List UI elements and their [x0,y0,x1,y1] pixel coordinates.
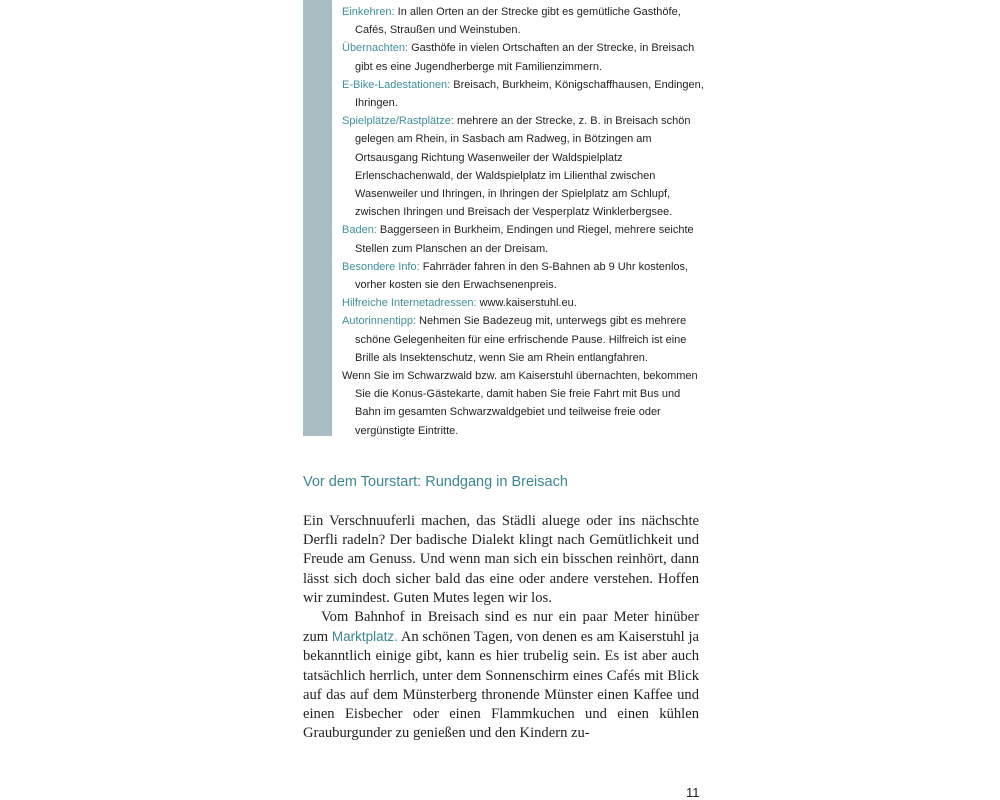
body-paragraph-1: Ein Verschnuuferli machen, das Städli aluege oder ins nächschte Derfli radeln? Der badische Dialekt klingt nach Gemütlichkeit und Freude am Genuss. Und wenn man sich ein bisschen reinhört, dann lässt sich doch sicher bald das eine oder andere verstehen. Hoffen wir zumindest. Guten Mutes legen wir los. [303,513,699,606]
body-paragraph-2-end: An schönen Tagen, von denen es am Kaiserstuhl ja bekanntlich einige gibt, kann es hier trubelig sein. Es ist aber auch tatsächlich herrlich, unter dem Sonnenschirm eines Cafés mit Blick auf das auf dem Münsterberg thronende Münster einen Kaffee und einen Eisbecher oder einen Flammkuchen und einen kühlen Grauburgunder zu genießen und den Kindern zu- [303,629,699,742]
info-entry-autorinnentipp-continued [342,367,704,440]
info-entry-label: Besondere Info: [342,260,420,273]
info-entry-text: Fahrräder fahren in den S-Bahnen ab 9 Uhr kostenlos, vorher kosten sie den Erwachsenenpreis. [355,260,689,292]
info-entry-text: Baggerseen in Burkheim, Endingen und Riegel, mehrere seichte Stellen zum Planschen an der Dreisam. [355,224,694,255]
info-entry-uebernachten [342,39,704,75]
info-entry-text: In allen Orten an der Strecke gibt es gemütliche Gasthöfe, Cafés, Straußen und Weinstuben. [355,6,681,37]
info-entry-label: Übernachten: [342,42,409,55]
info-entry-text: Gasthöfe in vielen Ortschaften an der Strecke, in Breisach gibt es eine Jugendherberge mit Familienzimmern. [355,42,695,73]
info-entry-text: mehrere an der Strecke, z. B. in Breisach schön gelegen am Rhein, in Sasbach am Radweg, in Bötzingen am Ortsausgang Richtung Wasenweiler der Waldspielplatz Erlenschachenwald, der Waldspielplatz im Lilienthal zwischen Wasenweiler und Ihringen, in Ihringen der Spielplatz am Schlupf, zwischen Ihringen und Breisach der Vesperplatz Winklerbergsee. [355,115,691,219]
page-number: 11 [686,785,700,800]
info-entry-internetadressen [342,294,704,312]
info-box-accent-bar [303,0,332,436]
info-box [303,0,703,436]
body-paragraph-2-start: Vom Bahnhof in Breisach sind es nur ein paar Meter hinüber zum [303,609,699,646]
info-box-entries [342,3,704,440]
section-heading: Vor dem Tourstart: Rundgang in Breisach [303,474,568,490]
info-entry-label: Hilfreiche Internetadressen: [342,297,477,310]
body-text [303,512,699,743]
info-entry-label: Einkehren: [342,6,395,18]
info-entry-text: Breisach, Burkheim, Königschaffhausen, Endingen, Ihringen. [355,78,704,110]
info-entry-label: Autorinnentipp: [342,315,416,328]
info-entry-label: E-Bike-Ladestationen: [342,78,451,91]
info-entry-baden [342,221,704,257]
info-entry-text: www.kaiserstuhl.eu. [476,297,577,310]
info-entry-besondere-info [342,258,704,294]
info-entry-text: Wenn Sie im Schwarzwald bzw. am Kaiserstuhl übernachten, bekommen Sie die Konus-Gästekarte, damit haben Sie freie Fahrt mit Bus und Bahn im gesamten Schwarzwaldgebiet und teilweise freie oder vergünstigte Eintritte. [342,370,698,437]
marktplatz-term: Marktplatz. [331,629,398,645]
info-entry-spielplaetze [342,112,704,221]
info-entry-text: Nehmen Sie Badezeug mit, unterwegs gibt es mehrere schöne Gelegenheiten für eine erfrischende Pause. Hilfreich ist eine Brille als Insektenschutz, wenn Sie am Rhein entlangfahren. [355,315,687,364]
info-entry-einkehren [342,3,704,39]
info-entry-ladestationen [342,76,704,112]
info-entry-label: Baden: [342,224,377,237]
body-paragraph-2 [303,608,699,743]
info-entry-label: Spielplätze/Rastplätze: [342,115,454,128]
info-entry-autorinnentipp [342,312,704,367]
